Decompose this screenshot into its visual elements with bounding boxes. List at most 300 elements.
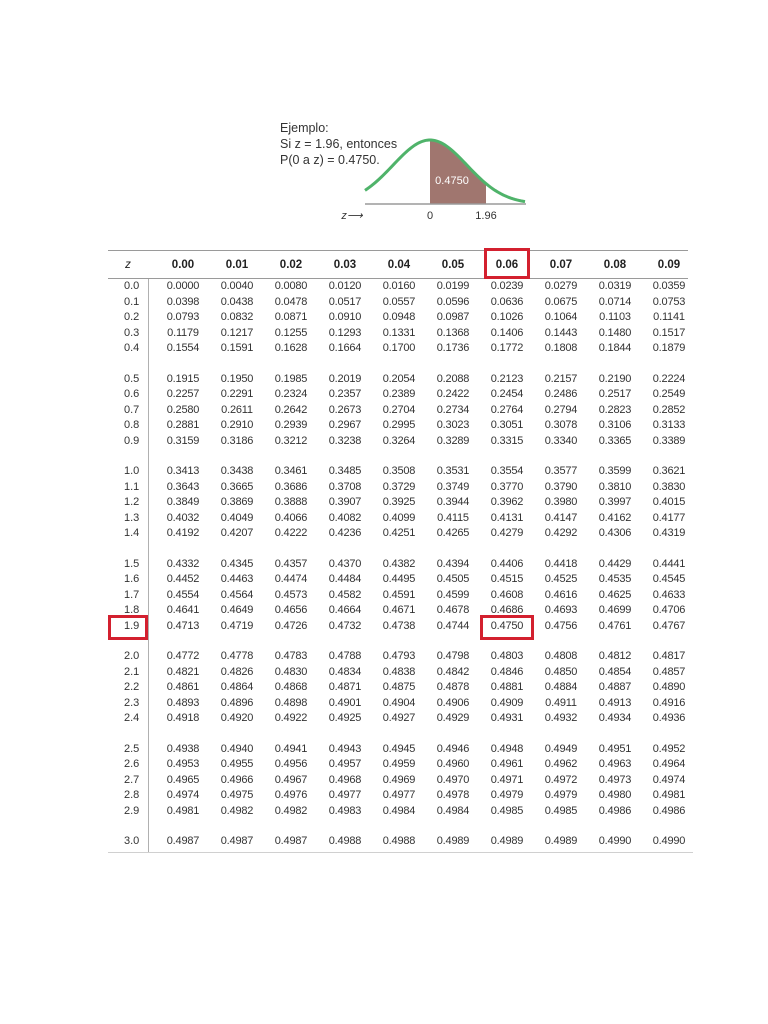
z-value: 1.3 bbox=[124, 511, 140, 524]
table-cell: 0.2389 bbox=[382, 388, 416, 401]
table-cell: 0.4986 bbox=[652, 804, 686, 817]
table-cell: 0.4956 bbox=[274, 758, 308, 771]
table-cell: 0.4192 bbox=[166, 527, 200, 540]
table-cell: 0.4943 bbox=[328, 742, 362, 755]
table-cell: 0.4678 bbox=[436, 604, 470, 617]
table-cell: 0.3238 bbox=[328, 434, 362, 447]
table-cell: 0.4974 bbox=[166, 789, 200, 802]
table-cell: 0.4177 bbox=[652, 511, 686, 524]
table-cell: 0.3264 bbox=[382, 434, 416, 447]
header-z: z bbox=[125, 259, 131, 271]
table-cell: 0.4925 bbox=[328, 712, 362, 725]
table-cell: 0.2324 bbox=[274, 388, 308, 401]
table-cell: 0.4953 bbox=[166, 758, 200, 771]
table-cell: 0.4982 bbox=[220, 804, 254, 817]
table-cell: 0.4656 bbox=[274, 604, 308, 617]
table-cell: 0.4966 bbox=[220, 773, 254, 786]
z-value: 2.7 bbox=[124, 773, 140, 786]
table-cell: 0.2764 bbox=[490, 403, 524, 416]
shaded-value-label: 0.4750 bbox=[435, 175, 469, 187]
table-cell: 0.2734 bbox=[436, 403, 470, 416]
table-cell: 0.4808 bbox=[544, 650, 578, 662]
table-cell: 0.4975 bbox=[220, 789, 254, 802]
table-cell: 0.4982 bbox=[274, 804, 308, 817]
example-line: Ejemplo: bbox=[280, 121, 329, 135]
table-cell: 0.4798 bbox=[436, 650, 470, 662]
column-header: 0.03 bbox=[333, 259, 357, 271]
table-cell: 0.4706 bbox=[652, 604, 686, 617]
table-cell: 0.4599 bbox=[436, 588, 470, 601]
table-cell: 0.4932 bbox=[544, 712, 578, 725]
table-cell: 0.1443 bbox=[544, 326, 578, 339]
table-cell: 0.1664 bbox=[328, 342, 362, 355]
table-cell: 0.4719 bbox=[220, 619, 254, 632]
column-header: 0.09 bbox=[657, 259, 681, 271]
table-cell: 0.4641 bbox=[166, 604, 200, 617]
example-line: Si z = 1.96, entonces bbox=[280, 137, 398, 151]
table-cell: 0.4699 bbox=[598, 604, 632, 617]
table-cell: 0.4962 bbox=[544, 758, 578, 771]
table-cell: 0.3997 bbox=[598, 496, 632, 509]
table-cell: 0.4452 bbox=[166, 573, 200, 586]
table-cell: 0.1985 bbox=[274, 372, 308, 385]
table-cell: 0.4988 bbox=[382, 835, 416, 847]
table-cell: 0.2019 bbox=[328, 372, 362, 385]
table-cell: 0.2823 bbox=[598, 403, 632, 416]
z-value: 0.5 bbox=[124, 372, 140, 385]
column-header: 0.06 bbox=[495, 259, 519, 271]
table-cell: 0.4941 bbox=[274, 742, 308, 755]
table-cell: 0.4693 bbox=[544, 604, 578, 617]
table-cell: 0.1368 bbox=[436, 326, 470, 339]
z-value: 0.3 bbox=[124, 326, 140, 339]
table-cell: 0.4838 bbox=[382, 665, 416, 678]
table-cell: 0.4783 bbox=[274, 650, 308, 662]
table-cell: 0.1406 bbox=[490, 326, 524, 339]
z-value: 2.3 bbox=[124, 696, 140, 709]
table-cell: 0.4945 bbox=[382, 742, 416, 755]
table-cell: 0.4949 bbox=[544, 742, 578, 755]
table-cell: 0.4505 bbox=[436, 573, 470, 586]
table-cell: 0.3023 bbox=[436, 419, 470, 432]
table-cell: 0.4989 bbox=[490, 835, 524, 847]
table-cell: 0.3508 bbox=[382, 465, 416, 477]
table-cell: 0.4591 bbox=[382, 588, 416, 601]
table-cell: 0.0557 bbox=[382, 295, 416, 308]
table-cell: 0.4985 bbox=[490, 804, 524, 817]
table-cell: 0.4969 bbox=[382, 773, 416, 786]
table-cell: 0.4981 bbox=[652, 789, 686, 802]
z-value: 2.1 bbox=[124, 665, 140, 678]
table-cell: 0.4929 bbox=[436, 712, 470, 725]
table-cell: 0.4846 bbox=[490, 665, 524, 678]
table-cell: 0.3554 bbox=[490, 465, 524, 477]
table-cell: 0.4881 bbox=[490, 681, 524, 694]
table-cell: 0.4573 bbox=[274, 588, 308, 601]
table-cell: 0.4207 bbox=[220, 527, 254, 540]
table-cell: 0.4951 bbox=[598, 742, 632, 755]
table-cell: 0.4972 bbox=[544, 773, 578, 786]
table-cell: 0.0120 bbox=[328, 280, 362, 292]
table-cell: 0.4099 bbox=[382, 511, 416, 524]
z-value: 3.0 bbox=[124, 835, 140, 847]
table-cell: 0.2291 bbox=[220, 388, 254, 401]
table-cell: 0.4918 bbox=[166, 712, 200, 725]
table-cell: 0.4582 bbox=[328, 588, 362, 601]
tick-zero: 0 bbox=[426, 210, 434, 222]
table-cell: 0.4901 bbox=[328, 696, 362, 709]
table-cell: 0.1517 bbox=[652, 326, 686, 339]
table-cell: 0.0753 bbox=[652, 295, 686, 308]
table-cell: 0.4978 bbox=[436, 789, 470, 802]
table-cell: 0.2995 bbox=[382, 419, 416, 432]
table-cell: 0.4927 bbox=[382, 712, 416, 725]
table-cell: 0.0517 bbox=[328, 295, 362, 308]
highlight-cell-box bbox=[480, 615, 534, 640]
table-cell: 0.4909 bbox=[490, 696, 524, 709]
table-cell: 0.4474 bbox=[274, 573, 308, 586]
table-cell: 0.4394 bbox=[436, 557, 470, 570]
table-cell: 0.4738 bbox=[382, 619, 416, 632]
table-cell: 0.2910 bbox=[220, 419, 254, 432]
table-cell: 0.4406 bbox=[490, 557, 524, 570]
table-cell: 0.2611 bbox=[221, 403, 253, 416]
table-cell: 0.4871 bbox=[328, 681, 362, 694]
table-cell: 0.1217 bbox=[220, 326, 254, 339]
table-cell: 0.4115 bbox=[437, 511, 469, 524]
table-cell: 0.4793 bbox=[382, 650, 416, 662]
table-cell: 0.4904 bbox=[382, 696, 416, 709]
table-cell: 0.4977 bbox=[328, 789, 362, 802]
table-cell: 0.2454 bbox=[490, 388, 524, 401]
table-cell: 0.4864 bbox=[220, 681, 254, 694]
table-cell: 0.4963 bbox=[598, 758, 632, 771]
table-cell: 0.0438 bbox=[220, 295, 254, 308]
table-cell: 0.2881 bbox=[166, 419, 200, 432]
table-cell: 0.4834 bbox=[328, 665, 362, 678]
table-cell: 0.3888 bbox=[274, 496, 308, 509]
table-cell: 0.4222 bbox=[274, 527, 308, 540]
table-cell: 0.4960 bbox=[436, 758, 470, 771]
table-cell: 0.3962 bbox=[490, 496, 524, 509]
table-cell: 0.4842 bbox=[436, 665, 470, 678]
table-cell: 0.3944 bbox=[436, 496, 470, 509]
table-cell: 0.4495 bbox=[382, 573, 416, 586]
table-cell: 0.4292 bbox=[544, 527, 578, 540]
z-value: 1.0 bbox=[124, 465, 140, 477]
table-cell: 0.1844 bbox=[598, 342, 632, 355]
z-value: 2.9 bbox=[124, 804, 140, 817]
table-cell: 0.3078 bbox=[544, 419, 578, 432]
table-cell: 0.2673 bbox=[328, 403, 362, 416]
table-cell: 0.4878 bbox=[436, 681, 470, 694]
table-cell: 0.1064 bbox=[544, 311, 578, 324]
table-cell: 0.4955 bbox=[220, 758, 254, 771]
table-cell: 0.3531 bbox=[436, 465, 470, 477]
table-cell: 0.2088 bbox=[436, 372, 470, 385]
table-cell: 0.4952 bbox=[652, 742, 686, 755]
example-figure bbox=[280, 120, 530, 230]
table-cell: 0.4713 bbox=[166, 619, 200, 632]
table-cell: 0.2123 bbox=[490, 372, 524, 385]
axis-z-label: z⟶ bbox=[341, 210, 363, 222]
table-cell: 0.1591 bbox=[220, 342, 254, 355]
table-cell: 0.1331 bbox=[382, 326, 416, 339]
table-cell: 0.4884 bbox=[544, 681, 578, 694]
table-cell: 0.4920 bbox=[220, 712, 254, 725]
z-value: 2.2 bbox=[124, 681, 140, 694]
table-cell: 0.3686 bbox=[274, 480, 308, 493]
table-cell: 0.4319 bbox=[652, 527, 686, 540]
table-cell: 0.4545 bbox=[652, 573, 686, 586]
table-cell: 0.0199 bbox=[436, 280, 470, 292]
table-cell: 0.4726 bbox=[274, 619, 308, 632]
z-value: 1.7 bbox=[124, 588, 140, 601]
table-cell: 0.4986 bbox=[598, 804, 632, 817]
table-cell: 0.4896 bbox=[220, 696, 254, 709]
table-cell: 0.1554 bbox=[166, 342, 200, 355]
table-cell: 0.4608 bbox=[490, 588, 524, 601]
table-cell: 0.0040 bbox=[220, 280, 254, 292]
table-cell: 0.0398 bbox=[166, 295, 200, 308]
table-cell: 0.0948 bbox=[382, 311, 416, 324]
table-cell: 0.4971 bbox=[490, 773, 524, 786]
table-cell: 0.4961 bbox=[490, 758, 524, 771]
table-cell: 0.4850 bbox=[544, 665, 578, 678]
column-header: 0.05 bbox=[441, 259, 465, 271]
column-header: 0.01 bbox=[225, 259, 249, 271]
table-cell: 0.3830 bbox=[652, 480, 686, 493]
table-cell: 0.1255 bbox=[274, 326, 308, 339]
table-cell: 0.0160 bbox=[382, 280, 416, 292]
table-cell: 0.4911 bbox=[545, 696, 577, 709]
table-cell: 0.4906 bbox=[436, 696, 470, 709]
table-cell: 0.1808 bbox=[544, 342, 578, 355]
table-cell: 0.4370 bbox=[328, 557, 362, 570]
table-cell: 0.2517 bbox=[598, 388, 632, 401]
table-cell: 0.3749 bbox=[436, 480, 470, 493]
table-cell: 0.0675 bbox=[544, 295, 578, 308]
table-cell: 0.4890 bbox=[652, 681, 686, 694]
column-header: 0.07 bbox=[549, 259, 573, 271]
table-cell: 0.3340 bbox=[544, 434, 578, 447]
table-cell: 0.4032 bbox=[166, 511, 200, 524]
table-cell: 0.1103 bbox=[599, 311, 631, 324]
table-cell: 0.1480 bbox=[598, 326, 632, 339]
column-header: 0.02 bbox=[279, 259, 303, 271]
table-cell: 0.1879 bbox=[652, 342, 686, 355]
header-rule bbox=[108, 278, 688, 279]
table-cell: 0.4981 bbox=[166, 804, 200, 817]
table-cell: 0.4968 bbox=[328, 773, 362, 786]
table-cell: 0.4463 bbox=[220, 573, 254, 586]
table-cell: 0.3790 bbox=[544, 480, 578, 493]
table-cell: 0.4131 bbox=[490, 511, 524, 524]
table-cell: 0.4990 bbox=[598, 835, 632, 847]
table-cell: 0.0832 bbox=[220, 311, 254, 324]
table-cell: 0.4959 bbox=[382, 758, 416, 771]
table-top-rule bbox=[108, 250, 688, 251]
table-cell: 0.4916 bbox=[652, 696, 686, 709]
table-cell: 0.3413 bbox=[166, 465, 200, 477]
table-cell: 0.4441 bbox=[652, 557, 686, 570]
table-cell: 0.4744 bbox=[436, 619, 470, 632]
table-cell: 0.4989 bbox=[436, 835, 470, 847]
table-cell: 0.1141 bbox=[653, 311, 685, 324]
table-cell: 0.3925 bbox=[382, 496, 416, 509]
shaded-area bbox=[430, 140, 486, 204]
table-cell: 0.2704 bbox=[382, 403, 416, 416]
table-cell: 0.4429 bbox=[598, 557, 632, 570]
table-cell: 0.1628 bbox=[274, 342, 308, 355]
table-cell: 0.4162 bbox=[598, 511, 632, 524]
table-cell: 0.0793 bbox=[166, 311, 200, 324]
table-cell: 0.4979 bbox=[544, 789, 578, 802]
table-cell: 0.4913 bbox=[598, 696, 632, 709]
table-cell: 0.4649 bbox=[220, 604, 254, 617]
table-cell: 0.1700 bbox=[382, 342, 416, 355]
table-cell: 0.4977 bbox=[382, 789, 416, 802]
table-cell: 0.2357 bbox=[328, 388, 362, 401]
table-cell: 0.4788 bbox=[328, 650, 362, 662]
table-cell: 0.3621 bbox=[652, 465, 686, 477]
table-cell: 0.4817 bbox=[652, 650, 686, 662]
table-cell: 0.4812 bbox=[598, 650, 632, 662]
table-cell: 0.4973 bbox=[598, 773, 632, 786]
z-value: 0.7 bbox=[124, 403, 140, 416]
table-cell: 0.4332 bbox=[166, 557, 200, 570]
table-cell: 0.4357 bbox=[274, 557, 308, 570]
table-cell: 0.3980 bbox=[544, 496, 578, 509]
z-value: 0.4 bbox=[124, 342, 140, 355]
z-value: 2.5 bbox=[124, 742, 140, 755]
table-cell: 0.0987 bbox=[436, 311, 470, 324]
table-cell: 0.4893 bbox=[166, 696, 200, 709]
table-cell: 0.4987 bbox=[220, 835, 254, 847]
table-cell: 0.2157 bbox=[544, 372, 578, 385]
table-cell: 0.0279 bbox=[544, 280, 578, 292]
highlight-row-box bbox=[108, 615, 148, 640]
table-cell: 0.4967 bbox=[274, 773, 308, 786]
table-cell: 0.0636 bbox=[490, 295, 524, 308]
table-cell: 0.2486 bbox=[544, 388, 578, 401]
column-header: 0.04 bbox=[387, 259, 411, 271]
table-cell: 0.4236 bbox=[328, 527, 362, 540]
table-cell: 0.3770 bbox=[490, 480, 524, 493]
table-cell: 0.4265 bbox=[436, 527, 470, 540]
table-cell: 0.1915 bbox=[166, 372, 200, 385]
table-cell: 0.4671 bbox=[382, 604, 416, 617]
table-cell: 0.4987 bbox=[274, 835, 308, 847]
table-cell: 0.4857 bbox=[652, 665, 686, 678]
table-cell: 0.4616 bbox=[544, 588, 578, 601]
table-cell: 0.4984 bbox=[382, 804, 416, 817]
z-value: 0.8 bbox=[124, 419, 140, 432]
table-cell: 0.4686 bbox=[490, 604, 524, 617]
table-cell: 0.3159 bbox=[166, 434, 200, 447]
table-cell: 0.4066 bbox=[274, 511, 308, 524]
table-cell: 0.0478 bbox=[274, 295, 308, 308]
table-cell: 0.3708 bbox=[328, 480, 362, 493]
table-cell: 0.3869 bbox=[220, 496, 254, 509]
table-cell: 0.4887 bbox=[598, 681, 632, 694]
table-cell: 0.4279 bbox=[490, 527, 524, 540]
z-value: 2.0 bbox=[124, 650, 140, 662]
z-value: 0.1 bbox=[124, 295, 140, 308]
table-cell: 0.0714 bbox=[598, 295, 632, 308]
table-cell: 0.2054 bbox=[382, 372, 416, 385]
table-cell: 0.3599 bbox=[598, 465, 632, 477]
table-cell: 0.1293 bbox=[328, 326, 362, 339]
table-cell: 0.4015 bbox=[652, 496, 686, 509]
z-value: 1.8 bbox=[124, 604, 140, 617]
tick-z-value: 1.96 bbox=[475, 210, 497, 222]
table-cell: 0.3106 bbox=[598, 419, 632, 432]
table-cell: 0.4983 bbox=[328, 804, 362, 817]
table-cell: 0.4934 bbox=[598, 712, 632, 725]
table-cell: 0.4664 bbox=[328, 604, 362, 617]
table-cell: 0.2257 bbox=[166, 388, 200, 401]
table-cell: 0.3577 bbox=[544, 465, 578, 477]
table-cell: 0.4418 bbox=[544, 557, 578, 570]
table-cell: 0.4922 bbox=[274, 712, 308, 725]
table-cell: 0.4535 bbox=[598, 573, 632, 586]
table-cell: 0.4761 bbox=[598, 619, 632, 632]
table-cell: 0.2422 bbox=[436, 388, 470, 401]
table-cell: 0.2224 bbox=[652, 372, 686, 385]
table-cell: 0.3729 bbox=[382, 480, 416, 493]
table-cell: 0.4990 bbox=[652, 835, 686, 847]
table-cell: 0.4772 bbox=[166, 650, 200, 662]
table-cell: 0.2642 bbox=[274, 403, 308, 416]
table-cell: 0.4861 bbox=[166, 681, 200, 694]
table-cell: 0.1950 bbox=[220, 372, 254, 385]
table-cell: 0.4778 bbox=[220, 650, 254, 662]
table-cell: 0.4756 bbox=[544, 619, 578, 632]
table-cell: 0.4803 bbox=[490, 650, 524, 662]
table-cell: 0.0239 bbox=[490, 280, 524, 292]
z-value: 1.6 bbox=[124, 573, 140, 586]
table-cell: 0.4989 bbox=[544, 835, 578, 847]
table-cell: 0.4948 bbox=[490, 742, 524, 755]
table-cell: 0.4970 bbox=[436, 773, 470, 786]
table-cell: 0.2580 bbox=[166, 403, 200, 416]
table-cell: 0.0910 bbox=[328, 311, 362, 324]
table-cell: 0.3849 bbox=[166, 496, 200, 509]
table-cell: 0.4049 bbox=[220, 511, 254, 524]
table-cell: 0.3212 bbox=[274, 434, 308, 447]
z-value: 1.5 bbox=[124, 557, 140, 570]
table-cell: 0.4946 bbox=[436, 742, 470, 755]
z-value: 0.0 bbox=[124, 280, 140, 292]
z-value: 2.4 bbox=[124, 712, 140, 725]
table-cell: 0.1736 bbox=[436, 342, 470, 355]
table-cell: 0.4984 bbox=[436, 804, 470, 817]
table-cell: 0.0000 bbox=[166, 280, 200, 292]
table-cell: 0.1179 bbox=[167, 326, 199, 339]
table-cell: 0.4345 bbox=[220, 557, 254, 570]
column-header: 0.00 bbox=[171, 259, 195, 271]
table-cell: 0.3186 bbox=[220, 434, 254, 447]
table-cell: 0.0596 bbox=[436, 295, 470, 308]
z-value: 0.2 bbox=[124, 311, 140, 324]
table-cell: 0.4484 bbox=[328, 573, 362, 586]
table-cell: 0.4854 bbox=[598, 665, 632, 678]
example-line: P(0 a z) = 0.4750. bbox=[280, 153, 380, 167]
table-cell: 0.0871 bbox=[274, 311, 308, 324]
table-cell: 0.4767 bbox=[652, 619, 686, 632]
table-cell: 0.4625 bbox=[598, 588, 632, 601]
